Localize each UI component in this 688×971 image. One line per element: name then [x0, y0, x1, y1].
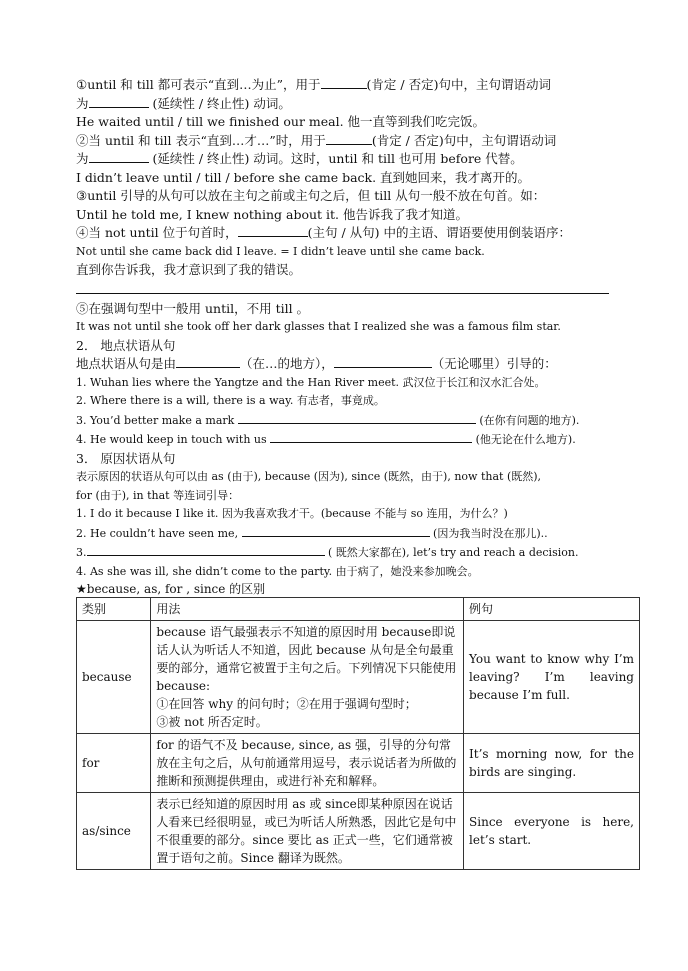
table-row — [77, 621, 640, 734]
until-rule-2-cont: 为 (延续性 / 终止性) 动词。这时，until 和 till 也可用 before 代替。 — [76, 151, 523, 166]
row-example: It’s morning now, for the birds are singing. — [464, 734, 640, 793]
exercise-sentence: 3. You’d better make a mark (在你有问题的地方). — [76, 411, 640, 431]
header-usage: 用法 — [151, 598, 464, 621]
section-title-place: 2． 地点状语从句 — [76, 337, 176, 353]
until-rule-5: ⑤在强调句型中一般用 until，不用 till 。 — [76, 300, 310, 316]
example-sentence: Until he told me, I knew nothing about it. 他告诉我了我才知道。 — [76, 206, 468, 222]
answer-blank[interactable] — [334, 355, 432, 368]
header-example: 例句 — [464, 598, 640, 621]
exercise-sentence: 4. He would keep in touch with us (他无论在什么地方). — [76, 430, 640, 450]
answer-blank[interactable] — [242, 524, 430, 537]
row-example: You want to know why I’m leaving? I’m leaving because I’m full. — [464, 621, 640, 734]
header-category: 类别 — [77, 598, 151, 621]
until-rule-4: ④当 not until 位于句首时， (主句 / 从句) 中的主语、谓语要使用倒装语序： — [76, 225, 572, 240]
example-sentence: 4. As she was ill, she didn’t come to the party. 由于病了，她没来参加晚会。 — [76, 564, 479, 578]
example-sentence: I didn’t leave until / till / before she came back. 直到她回来，我才离开的。 — [76, 169, 531, 185]
cause-clause-intro: 表示原因的状语从句可以由 as (由于), because (因为), since (既然，由于), now that (既然), — [76, 470, 542, 483]
answer-blank[interactable] — [87, 543, 325, 556]
comparison-title: ★because, as, for , since 的区别 — [76, 582, 266, 596]
table-header-row — [77, 598, 640, 621]
example-sentence: He waited until / till we finished our meal. 他一直等到我们吃完饭。 — [76, 114, 486, 129]
place-clause-intro: 地点状语从句是由 （在…的地方）， （无论哪里）引导的： — [76, 356, 557, 371]
example-sentence: 1. Wuhan lies where the Yangtze and the Han River meet. 武汉位于长江和汉水汇合处。 — [76, 375, 546, 389]
table-row — [77, 734, 640, 793]
answer-blank[interactable] — [176, 355, 240, 368]
example-sentence: Not until she came back did I leave. = I didn’t leave until she came back. — [76, 244, 485, 258]
answer-blank[interactable] — [321, 76, 367, 89]
until-rule-1-cont: 为 (延续性 / 终止性) 动词。 — [76, 95, 291, 111]
cause-clause-intro-cont: for (由于), in that 等连词引导： — [76, 488, 240, 502]
row-category: because — [77, 621, 151, 734]
answer-blank[interactable] — [270, 430, 472, 443]
example-sentence: It was not until she took off her dark glasses that I realized she was a famous film star. — [76, 320, 561, 333]
until-rule-3: ③until 引导的从句可以放在主句之前或主句之后，但 till 从句一般不放在句首。如： — [76, 188, 546, 203]
row-usage: for 的语气不及 because, since, as 强，引导的分句常放在主句之后，从句前通常用逗号，表示说话者为所做的推断和预测提供理由，或进行补充和解释。 — [151, 734, 464, 793]
comparison-table — [76, 597, 640, 870]
row-example: Since everyone is here, let’s start. — [464, 793, 640, 870]
answer-blank[interactable] — [89, 95, 149, 108]
row-usage: 表示已经知道的原因时用 as 或 since即某种原因在说话人看来已经很明显，或已为听话人所熟悉，因此它是句中不很重要的部分。since 要比 as 正式一些，它们通常被置于语句之前。Since 翻译为既然。 — [151, 793, 464, 870]
row-category: as/since — [77, 793, 151, 870]
row-usage: because 语气最强表示不知道的原因时用 because即说话人认为听话人不知道，因此 because 从句是全句最重要的部分，通常它被置于主句之后。下列情况下只能使用 because: ①在回答 why 的问句时；②在用于强调句型时； ③被 not 所否定时。 — [151, 621, 464, 734]
section-title-cause: 3． 原因状语从句 — [76, 450, 176, 466]
translation-prompt: 直到你告诉我，我才意识到了我的错误。 — [76, 262, 302, 277]
until-rule-1: ①until 和 till 都可表示“直到…为止”，用于 (肯定 / 否定)句中，主句谓语动词 — [76, 77, 551, 92]
example-sentence: 1. I do it because I like it. 因为我喜欢我才干。(because 不能与 so 连用，为什么？) — [76, 507, 508, 520]
exercise-sentence: 2. He couldn’t have seen me, (因为我当时没在那儿).. — [76, 524, 640, 544]
row-category: for — [77, 734, 151, 793]
worksheet-page — [76, 76, 640, 870]
until-rule-2: ②当 until 和 till 表示“直到…才…”时，用于 (肯定 / 否定)句中，主句谓语动词 — [76, 132, 557, 148]
answer-line[interactable] — [76, 293, 609, 294]
answer-blank[interactable] — [238, 411, 476, 424]
exercise-sentence: 3. ( 既然大家都在), let’s try and reach a decision. — [76, 543, 640, 563]
answer-blank[interactable] — [238, 224, 308, 237]
table-row — [77, 793, 640, 870]
answer-blank[interactable] — [326, 132, 372, 145]
answer-blank[interactable] — [89, 150, 149, 163]
example-sentence: 2. Where there is a will, there is a way. 有志者，事竟成。 — [76, 394, 385, 407]
